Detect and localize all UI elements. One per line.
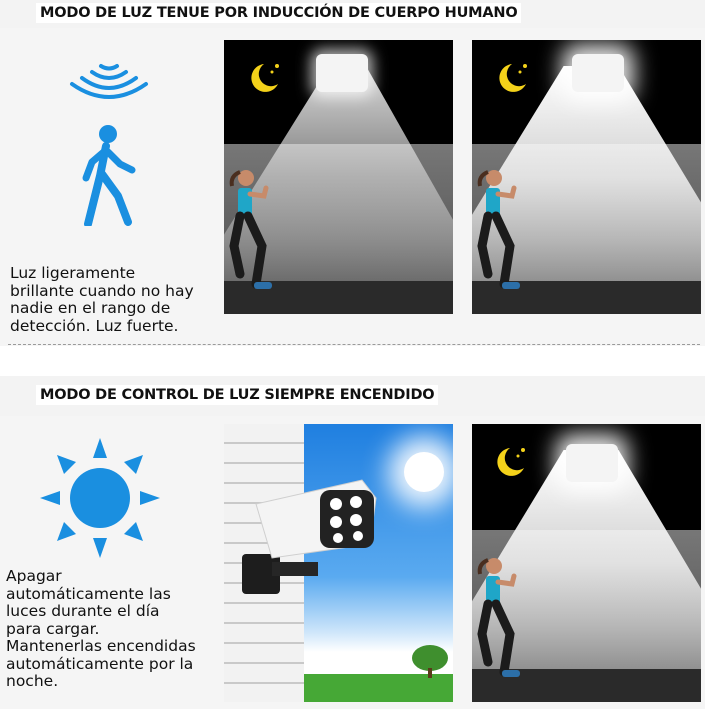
moon-icon [492, 444, 530, 480]
walking-person-icon [78, 124, 140, 226]
section-divider [8, 344, 700, 345]
section2-title: MODO DE CONTROL DE LUZ SIEMPRE ENCENDIDO [36, 385, 438, 405]
camera-lamp-figure [242, 474, 392, 604]
strong-light-photo [472, 40, 701, 314]
dim-light-photo [224, 40, 453, 314]
moon-icon [494, 60, 532, 96]
moon-icon [246, 60, 284, 96]
sun-icon [38, 436, 162, 560]
section1-description: Luz ligeramente brillante cuando no hay nadie en el rango de detección. Luz fuerte. [10, 264, 194, 335]
section2-description: Apagar automáticamente las luces durante el día para cargar. Mantenerlas encendidas automáticamente por la noche. [6, 567, 196, 690]
motion-sensor-icon [64, 62, 154, 112]
daytime-product-photo [224, 424, 453, 702]
tree-figure [410, 642, 450, 678]
section1-title: MODO DE LUZ TENUE POR INDUCCIÓN DE CUERPO HUMANO [36, 3, 521, 23]
runner-figure [474, 166, 532, 298]
night-light-photo [472, 424, 701, 702]
runner-figure [474, 554, 532, 686]
runner-figure [226, 166, 284, 298]
